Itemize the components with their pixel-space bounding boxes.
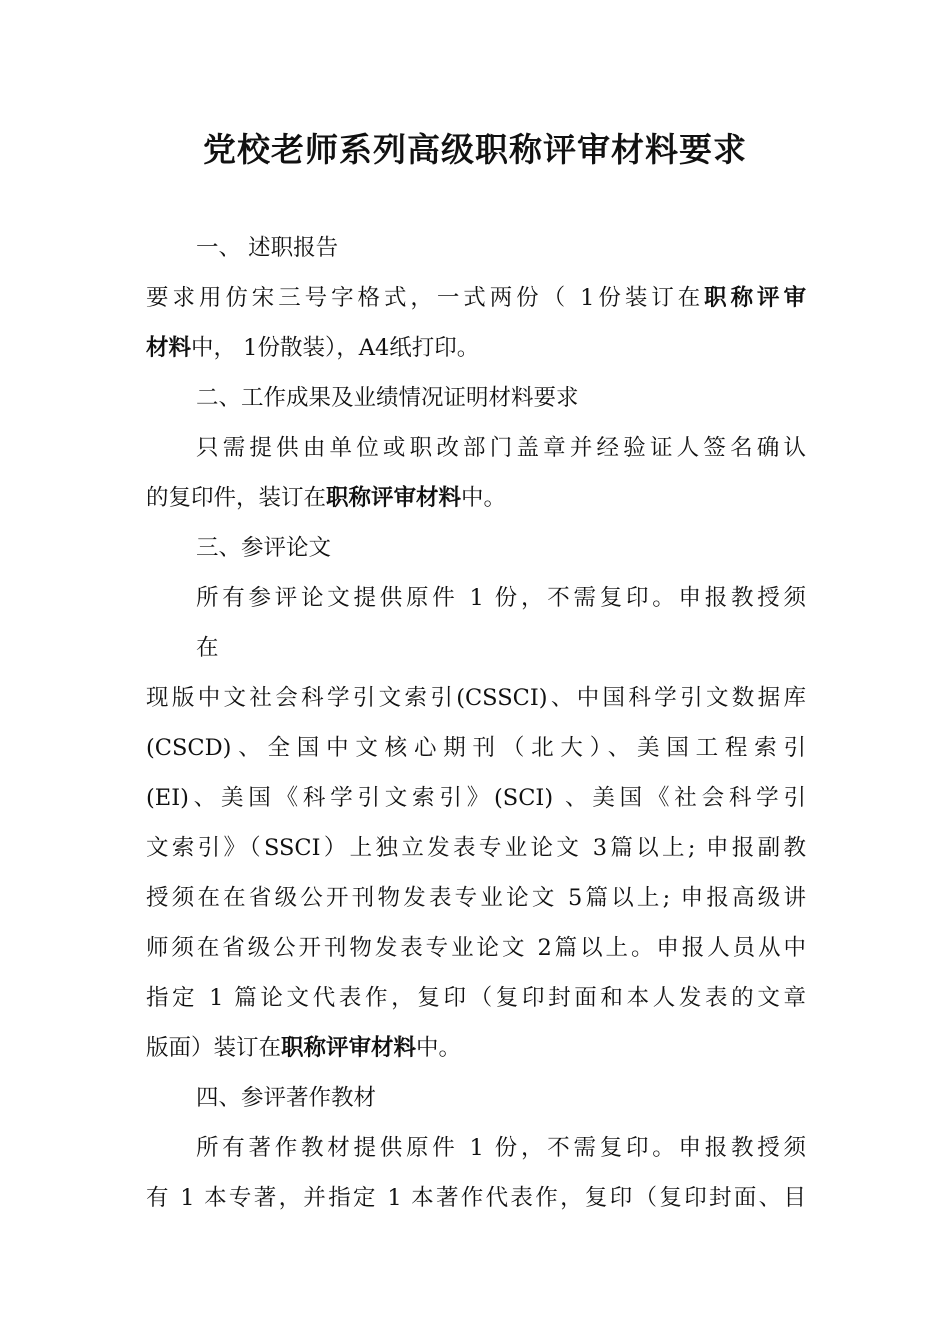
paragraph-line: (EI)、美国《科学引文索引》(SCI) 、美国《社会科学引 [146, 785, 806, 811]
paragraph-line: 版面）装订在职称评审材料中。 [146, 1035, 462, 1061]
paragraph-line: 现版中文社会科学引文索引(CSSCI)、中国科学引文数据库 [146, 685, 806, 711]
paragraph-line: 要求用仿宋三号字格式，一式两份（ 1份装订在职称评审 [146, 285, 806, 311]
bold-term: 材料 [146, 335, 192, 361]
section-heading-2: 二、工作成果及业绩情况证明材料要求 [196, 385, 579, 411]
bold-term: 职称评审材料 [281, 1035, 417, 1061]
section-heading-1: 一、 述职报告 [196, 235, 339, 261]
paragraph-line: 材料中， 1份散装），A4纸打印。 [146, 335, 480, 361]
paragraph-line: 指定 1 篇论文代表作，复印（复印封面和本人发表的文章 [146, 985, 806, 1011]
document-title: 党校老师系列高级职称评审材料要求 [203, 130, 747, 169]
paragraph-line: 师须在省级公开刊物发表专业论文 2篇以上。申报人员从中 [146, 935, 806, 961]
paragraph-line: 的复印件，装订在职称评审材料中。 [146, 485, 507, 511]
paragraph-line: 只需提供由单位或职改部门盖章并经验证人签名确认 [196, 435, 806, 461]
bold-term: 职称评审材料 [326, 485, 462, 511]
section-heading-4: 四、参评著作教材 [196, 1085, 377, 1111]
bold-term: 职称评审 [704, 285, 806, 311]
paragraph-line: 授须在在省级公开刊物发表专业论文 5篇以上; 申报高级讲 [146, 885, 806, 911]
section-heading-3: 三、参评论文 [196, 535, 332, 561]
paragraph-line: 在 [196, 635, 219, 661]
paragraph-line: 所有著作教材提供原件 1 份，不需复印。申报教授须 [196, 1135, 806, 1161]
paragraph-line: 文索引》（SSCI）上独立发表专业论文 3篇以上; 申报副教 [146, 835, 806, 861]
paragraph-line: 所有参评论文提供原件 1 份，不需复印。申报教授须 [196, 585, 806, 611]
paragraph-line: 有 1 本专著，并指定 1 本著作代表作，复印（复印封面、目 [146, 1185, 806, 1211]
paragraph-line: (CSCD)、全国中文核心期刊（北大）、美国工程索引 [146, 735, 806, 761]
